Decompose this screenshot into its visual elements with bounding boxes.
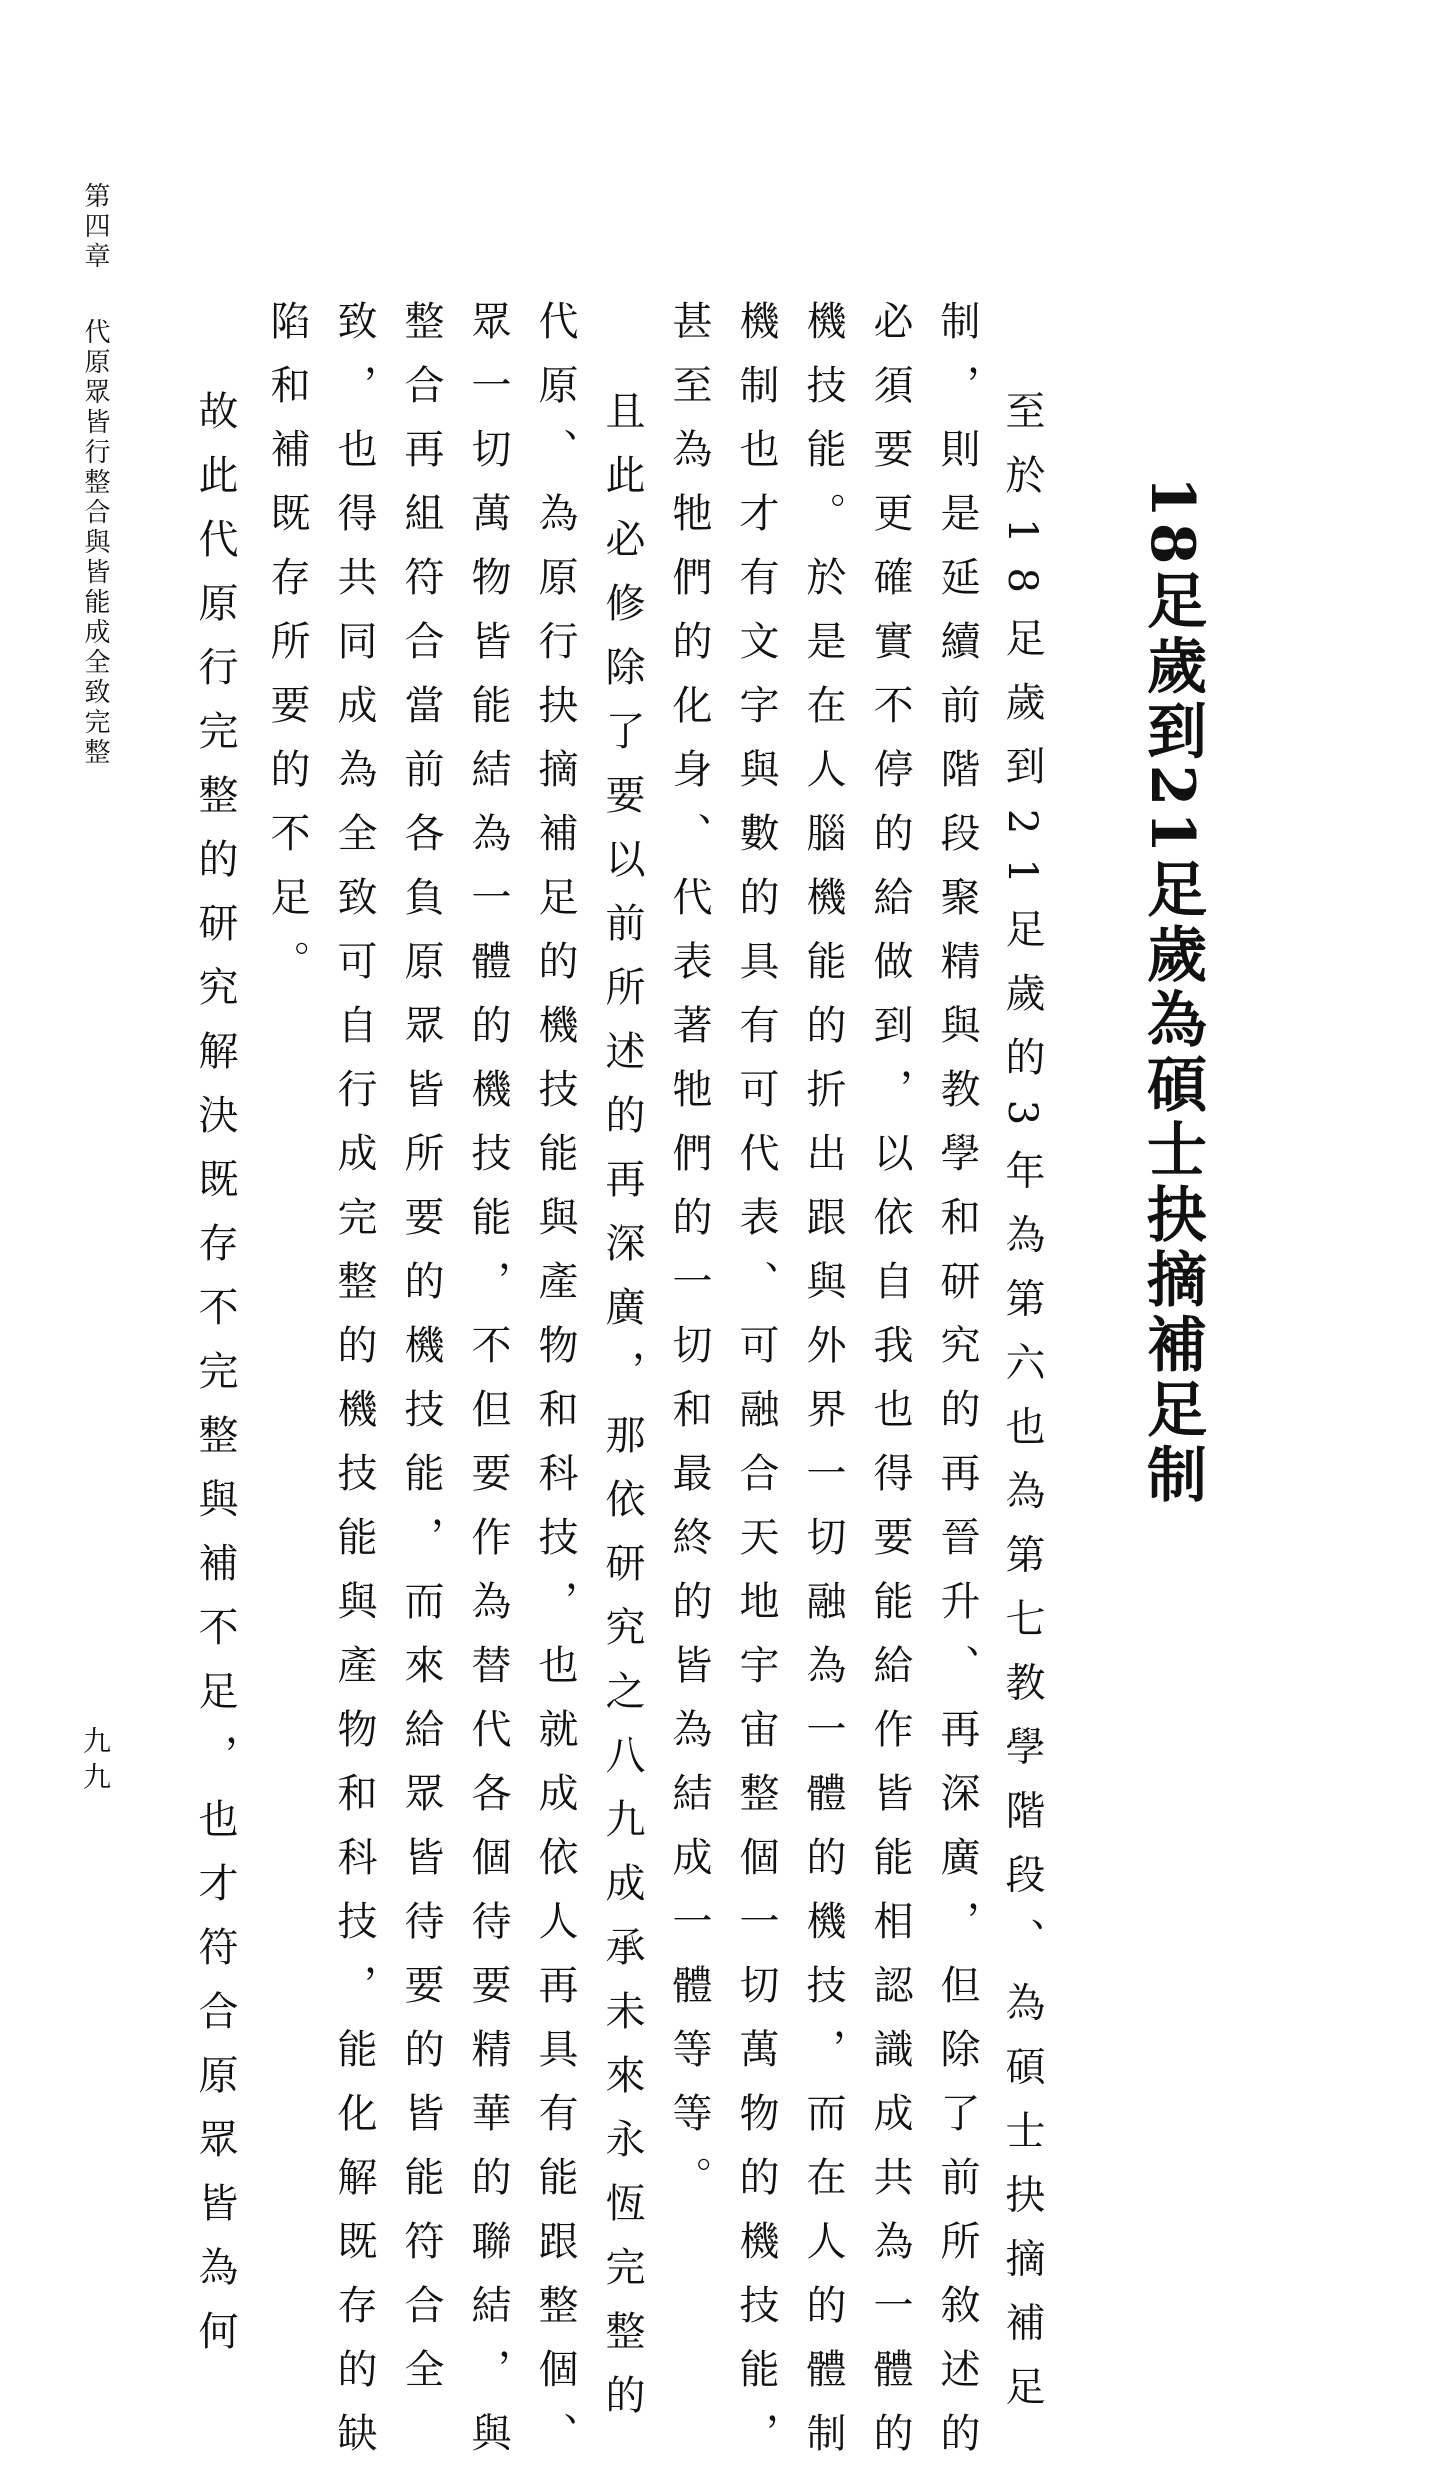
text-line: 至於18足歲到21足歲的3年為第六也為第七教學階段、為碩士抉摘補足 (999, 390, 1045, 2430)
text-line: 且此必修除了要以前所述的再深廣，那依研究之八九成承未來永恆完整的 (599, 390, 645, 2438)
text-line: 代原、為原行抉摘補足的機技能與產物和科技，也就成依人再具有能跟整個、 (532, 300, 578, 2476)
text-line: 整合再組符合當前各負原眾皆所要的機技能，而來給眾皆待要的皆能符合全 (398, 300, 444, 2412)
text-line: 制，則是延續前階段聚精與教學和研究的再晉升、再深廣，但除了前所敘述的 (934, 300, 980, 2476)
text-line: 致，也得共同成為全致可自行成完整的機技能與產物和科技，能化解既存的缺 (331, 300, 377, 2476)
text-line: 眾一切萬物皆能結為一體的機技能，不但要作為替代各個待要精華的聯結，與 (465, 300, 511, 2476)
text-line: 甚至為牠們的化身、代表著牠們的一切和最終的皆為結成一體等等。 (666, 300, 712, 2220)
text-line: 機制也才有文字與數的具有可代表、可融合天地宇宙整個一切萬物的機技能， (733, 300, 779, 2476)
text-line: 陷和補既存所要的不足。 (264, 300, 310, 1004)
chapter-label: 第四章 (80, 182, 110, 272)
running-title: 代原眾皆行整合與皆能成全致完整 (80, 318, 110, 768)
text-line: 故此代原行完整的研究解決既存不完整與補不足，也才符合原眾皆為何 (192, 390, 238, 2374)
text-line: 必須要更確實不停的給做到，以依自我也得要能給作皆能相認識成共為一體的 (867, 300, 913, 2476)
text-line: 機技能。於是在人腦機能的折出跟與外界一切融為一體的機技，而在人的體制 (800, 300, 846, 2476)
page-number: 九九 (79, 1726, 112, 1798)
section-title: 18足歲到21足歲為碩士抉摘補足制 (1137, 476, 1207, 1508)
